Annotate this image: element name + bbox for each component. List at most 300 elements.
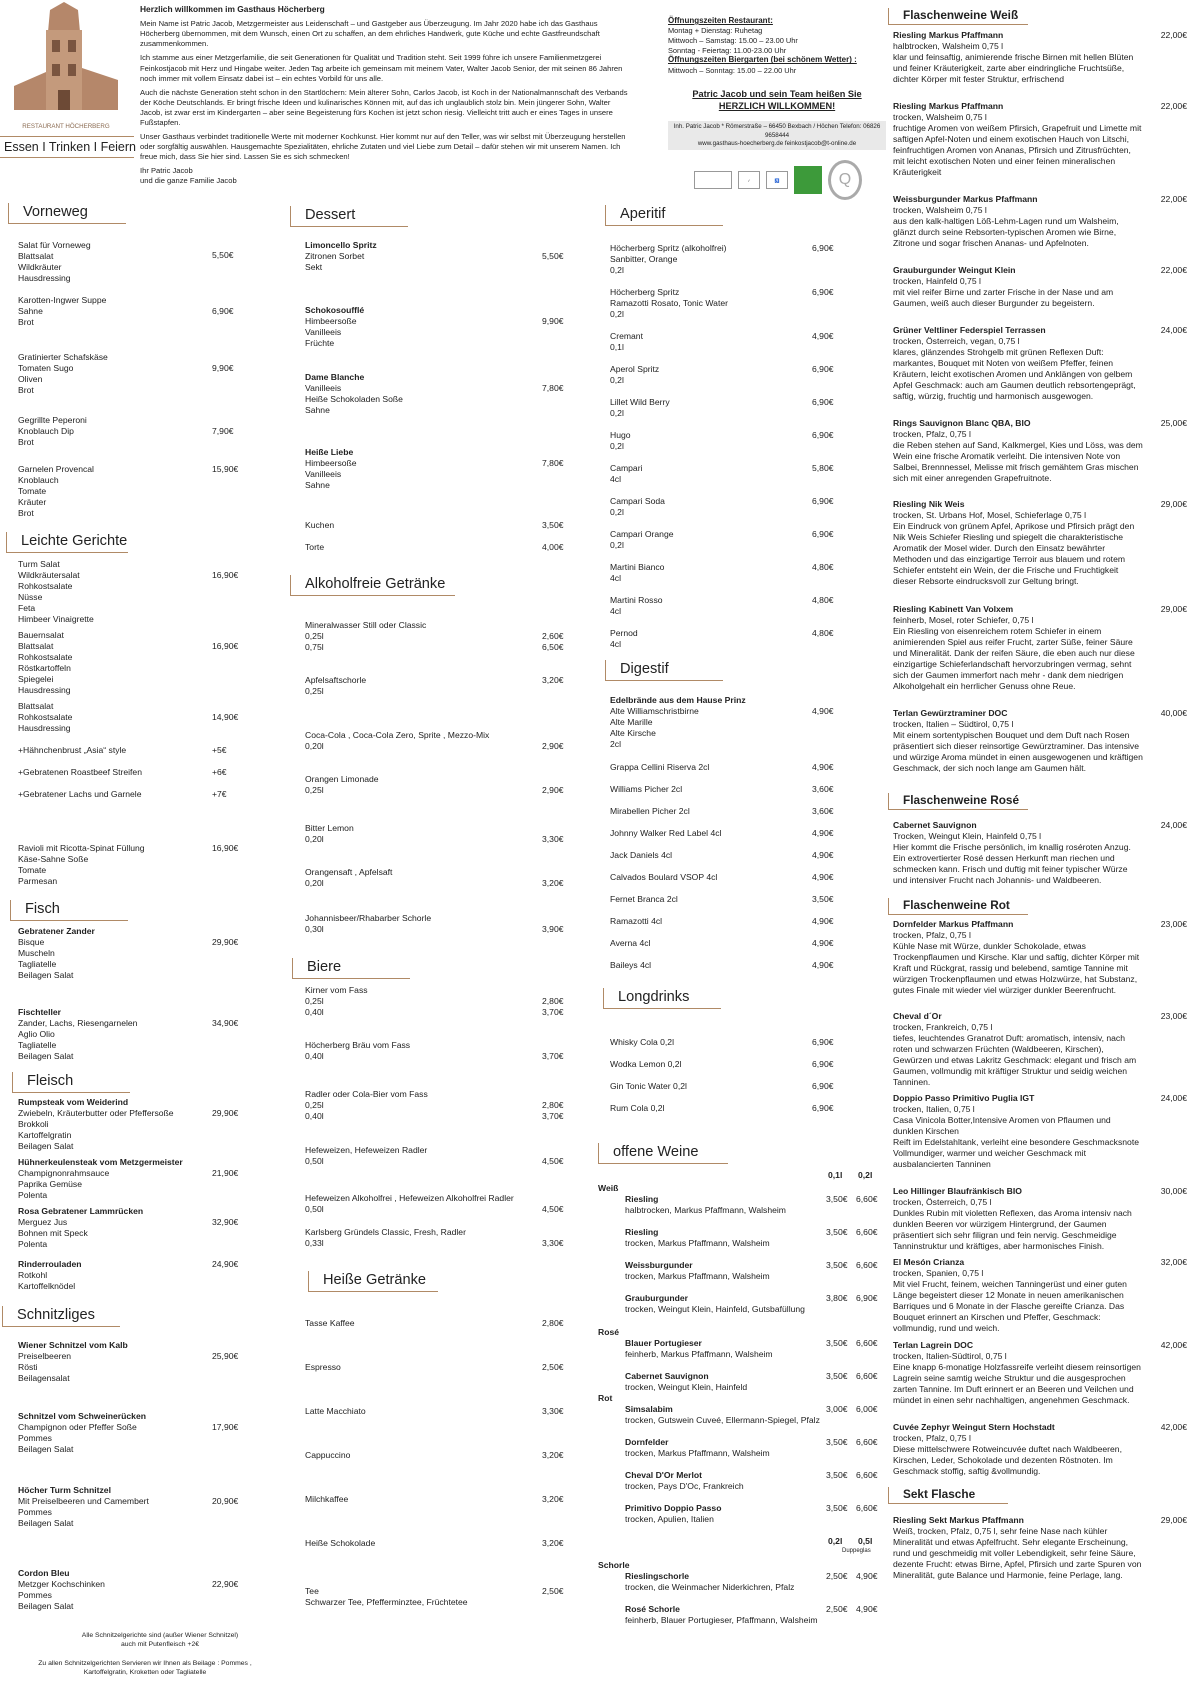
menu-item xyxy=(305,1193,555,1215)
wine-description: trocken, Apulien, Italien xyxy=(625,1514,714,1524)
menu-item xyxy=(305,867,555,889)
open-wine-row xyxy=(625,1338,825,1360)
menu-item-description: Zander, Lachs, Riesengarnelen Aglio Olio Tagliatelle Beilagen Salat xyxy=(18,1018,138,1061)
wine-description: trocken, Markus Pfaffmann, Walsheim xyxy=(625,1238,770,1248)
bottle-wine-item xyxy=(893,1340,1187,1406)
bottle-wine-item xyxy=(893,1011,1187,1088)
open-wine-row xyxy=(625,1470,825,1492)
menu-item xyxy=(18,1411,218,1455)
wine-price-large: 6,60€ xyxy=(856,1371,878,1381)
menu-item xyxy=(305,1089,555,1122)
menu-item-price: 6,90€ xyxy=(812,529,834,539)
bottle-wine-item xyxy=(893,418,1187,484)
open-wine-row xyxy=(625,1604,825,1626)
menu-item-price: 24,90€ xyxy=(212,1259,239,1269)
menu-item xyxy=(610,628,820,650)
wine-description: trocken, Pfalz, 0,75 l die Reben stehen auf Sand, Kalkmergel, Kies und Löss, was dem Wein eine frische Aromatik verleiht. Die intensiven Note von Salbei, Brennnessel, Melisse mit frisch gemähtem Gras mischen sich mit einer anregenden Grapefruitnote. xyxy=(893,429,1143,483)
menu-item xyxy=(305,1450,555,1461)
welcome-line: HERZLICH WILLKOMMEN! xyxy=(718,101,836,112)
logo-label: RESTAURANT HÖCHERBERG xyxy=(22,123,110,130)
menu-item-description: Tasse Kaffee xyxy=(305,1318,355,1328)
wine-price-small: 3,00€ xyxy=(826,1404,848,1414)
open-wine-row xyxy=(625,1194,825,1216)
menu-item-title: Höcher Turm Schnitzel xyxy=(18,1485,111,1495)
wine-category: Weiß xyxy=(598,1183,619,1193)
menu-item xyxy=(610,894,820,905)
wine-description: trocken, Walsheim 0,75 l aus den kalk-haltigen Löß-Lehm-Lagen rund um Walsheim, glänzt durch seine Rebsorten-typischen Aromen wie Birne, Zitrone und sogar frischen Ananas- und Apfelnoten. xyxy=(893,205,1119,248)
menu-item-description: Metzger Kochschinken Pommes Beilagen Salat xyxy=(18,1579,105,1611)
menu-item-price: +6€ xyxy=(212,767,227,777)
wine-price: 24,00€ xyxy=(1160,1093,1187,1103)
menu-item-price: 2,80€ 3,70€ xyxy=(542,996,564,1017)
menu-item xyxy=(305,1040,555,1062)
owner-web-email: www.gasthaus-hoecherberg.de feinkostjacob@t-online.de xyxy=(697,139,857,147)
menu-item-price: 6,90€ xyxy=(812,364,834,374)
hours-title: Öffnungszeiten Restaurant: xyxy=(668,16,773,25)
menu-item-description: Blattsalat Rohkostsalate Hausdressing xyxy=(18,701,73,733)
menu-item-description: Rotkohl Kartoffelknödel xyxy=(18,1270,76,1291)
menu-item-price: 9,90€ xyxy=(542,316,564,326)
menu-item-description: Lillet Wild Berry 0,2l xyxy=(610,397,670,418)
wine-price-large: 6,60€ xyxy=(856,1470,878,1480)
wine-name: Simsalabim xyxy=(625,1404,673,1414)
menu-item-description: Cremant 0,1l xyxy=(610,331,643,352)
menu-item-description: Höcherberg Spritz (alkoholfrei) Sanbitter, Orange 0,2l xyxy=(610,243,727,275)
wine-price-small: 2,50€ xyxy=(826,1571,848,1581)
menu-item-description: Kuchen xyxy=(305,520,335,530)
wine-description: trocken, Hainfeld 0,75 l mit viel reifer Birne und zarter Frische in der Nase und am Gaumen, weiß auch dieser Burgunder zu begeistern. xyxy=(893,276,1114,308)
menu-item xyxy=(610,960,820,971)
menu-item xyxy=(18,1097,218,1152)
wine-description: trocken, Weingut Klein, Hainfeld xyxy=(625,1382,748,1392)
wine-name: Riesling Markus Pfaffmann xyxy=(893,101,1004,111)
menu-item-description: Ramazotti 4cl xyxy=(610,916,663,926)
menu-item-description: Gin Tonic Water 0,2l xyxy=(610,1081,687,1091)
menu-item xyxy=(305,520,555,531)
menu-item-price: 3,60€ xyxy=(812,784,834,794)
menu-item-description: Apfelsaftschorle 0,25l xyxy=(305,675,367,696)
bottle-wine-item xyxy=(893,499,1187,587)
bottle-wine-item xyxy=(893,1257,1187,1334)
menu-item xyxy=(305,985,555,1018)
wine-description: trocken, Pays D'Oc, Frankreich xyxy=(625,1481,744,1491)
intro-paragraph: Unser Gasthaus verbindet traditionelle Werte mit moderner Kochkunst. Hier kommt nur auf den Teller, was wir selbst mit Überzeugung herstellen oder sorgfältig auswählen. Hausgemachte Spezialitäten, ehrliche Zutaten und viel Liebe zum Detail – dafür stehen wir mit unserem Namen. Ich freue mich, dass Sie hier sind. Lassen Sie es sich schmecken! xyxy=(140,132,626,162)
certification-badge xyxy=(694,171,732,189)
menu-item xyxy=(610,1081,820,1092)
menu-item-price: 3,50€ xyxy=(542,520,564,530)
menu-item-title: Dame Blanche xyxy=(305,372,365,382)
menu-item xyxy=(305,447,555,491)
accessibility-icon: ♿ xyxy=(766,171,788,189)
menu-item-price: 7,80€ xyxy=(542,458,564,468)
wine-price-small: 3,50€ xyxy=(826,1503,848,1513)
schnitzel-note xyxy=(40,1632,280,1649)
wine-price: 32,00€ xyxy=(1160,1257,1187,1267)
wine-name: Weissburgunder Markus Pfaffmann xyxy=(893,194,1038,204)
bottle-wine-item xyxy=(893,265,1187,309)
column-header: 0,5l xyxy=(858,1536,873,1546)
menu-item xyxy=(305,730,555,752)
menu-item xyxy=(18,464,218,519)
menu-item-description: Champignonrahmsauce Paprika Gemüse Polenta xyxy=(18,1168,110,1200)
menu-item-price: 6,90€ xyxy=(812,1081,834,1091)
menu-item-price: 16,90€ xyxy=(212,641,239,651)
open-wine-row xyxy=(625,1260,825,1282)
certification-badges xyxy=(668,160,886,200)
wine-description: trocken, Walsheim 0,75 l fruchtige Aromen von weißem Pfirsich, Grapefruit und Limette mit saftigen Apfel-Noten und einem exotischen Hauch von Litschi, feinfruchtigen Aromen von Ananas, Pfirsich und Zitrusfrüchten, mit leicht exotischen Noten und einer feinen mineralischen Kräuterigkeit xyxy=(893,112,1142,177)
menu-item-price: 3,20€ xyxy=(542,1538,564,1548)
menu-item-title: Rinderrouladen xyxy=(18,1259,82,1269)
menu-item-description: Milchkaffee xyxy=(305,1494,349,1504)
menu-item-price: 34,90€ xyxy=(212,1018,239,1028)
menu-item-description: Ravioli mit Ricotta-Spinat Füllung Käse-Sahne Soße Tomate Parmesan xyxy=(18,843,145,886)
section-heading: Fleisch xyxy=(12,1072,130,1093)
menu-item-price: 25,90€ xyxy=(212,1351,239,1361)
hours-title: Öffnungszeiten Biergarten (bei schönem Wetter) : xyxy=(668,55,857,65)
owner-contact xyxy=(668,121,886,150)
wine-name: Primitivo Doppio Passo xyxy=(625,1503,722,1513)
menu-item xyxy=(18,1340,218,1384)
menu-item xyxy=(305,823,555,845)
menu-item-price: 3,70€ xyxy=(542,1051,564,1061)
bottle-wine-item xyxy=(893,604,1187,692)
section-heading: Flaschenweine Weiß xyxy=(888,8,1028,25)
menu-item-description: Johannisbeer/Rhabarber Schorle 0,30l xyxy=(305,913,432,934)
menu-item xyxy=(610,364,820,386)
wine-price: 22,00€ xyxy=(1160,265,1187,275)
menu-item-price: 6,90€ xyxy=(812,1103,834,1113)
menu-item-price: 2,90€ xyxy=(542,741,564,751)
wine-description: trocken, Italien-Südtirol, 0,75 l Eine knapp 6-monatige Holzfassreife verleiht diesem reinsortigen Lagrein seine samtig weiche Struktur und die ausgesprochen zarten Tannine. Im Duft erinnert er an Beeren und Veilchen und mündet in einen sehr nachhaltigen, angenehmen Geschmack. xyxy=(893,1351,1141,1405)
menu-item xyxy=(18,1007,218,1062)
menu-item-description: Mit Preiselbeeren und Camembert Pommes Beilagen Salat xyxy=(18,1496,149,1528)
menu-item-description: Hugo 0,2l xyxy=(610,430,631,451)
menu-item-description: Orangensaft , Apfelsaft 0,20l xyxy=(305,867,393,888)
wine-name: Cheval D'Or Merlot xyxy=(625,1470,703,1480)
wine-name: Riesling xyxy=(625,1194,659,1204)
section-heading: Fisch xyxy=(10,900,128,921)
bottle-wine-item xyxy=(893,820,1187,886)
menu-item-description: Salat für Vorneweg Blattsalat Wildkräuter Hausdressing xyxy=(18,240,91,283)
note-text: Alle Schnitzelgerichte sind (außer Wiener Schnitzel) auch mit Putenfleisch +2€ xyxy=(81,1632,239,1648)
menu-item-price: 5,80€ xyxy=(812,463,834,473)
menu-item xyxy=(305,1145,555,1167)
menu-item-description: Campari Orange 0,2l xyxy=(610,529,674,550)
wine-description: trocken, Italien, 0,75 l Casa Vinicola Botter,Intensive Aromen von Pflaumen und dunklen Kirschen Reift im Edelstahltank, verleiht eine besondere Geschmacksnote Vollmundiger, warmer und weicher Geschmack mit ausbalancierten Tanninen xyxy=(893,1104,1140,1169)
menu-item xyxy=(610,916,820,927)
menu-item-price: 3,20€ xyxy=(542,675,564,685)
menu-item-description: Zitronen Sorbet Sekt xyxy=(305,251,365,272)
menu-item-description: Averna 4cl xyxy=(610,938,651,948)
menu-item-price: 2,90€ xyxy=(542,785,564,795)
menu-item-price: 4,90€ xyxy=(812,916,834,926)
menu-item-description: Hefeweizen, Hefeweizen Radler 0,50l xyxy=(305,1145,428,1166)
wine-description: feinherb, Markus Pfaffmann, Walsheim xyxy=(625,1349,773,1359)
menu-item-price: 3,50€ xyxy=(812,894,834,904)
wine-description: Trocken, Weingut Klein, Hainfeld 0,75 l Hier kommt die Frische persönlich, im knallig roséroten Anzug. Ein extrovertierter Rosé dessen Herkunft man riechen und schmecken kann. Frisch und duftig mit feiner typischer Würze und intensiver Frucht nach Johannis- und Waldbeeren. xyxy=(893,831,1131,885)
open-wine-row xyxy=(625,1227,825,1249)
menu-item-price: 4,80€ xyxy=(812,628,834,638)
menu-item xyxy=(610,762,820,773)
wine-description: trocken, Weingut Klein, Hainfeld, Gutsbafüllung xyxy=(625,1304,805,1314)
hours-line: Mittwoch – Sonntag: 15.00 – 22.00 Uhr xyxy=(668,65,797,75)
menu-item-title: Schnitzel vom Schweinerücken xyxy=(18,1411,146,1421)
menu-item-title: Rosa Gebratener Lammrücken xyxy=(18,1206,144,1216)
wine-price: 29,00€ xyxy=(1160,1515,1187,1525)
menu-item-description: Aperol Spritz 0,2l xyxy=(610,364,660,385)
menu-item-price: 4,90€ xyxy=(812,828,834,838)
wine-description: halbtrocken, Walsheim 0,75 l klar und feinsaftig, animierende frische Birnen mit hellen Blüten und feiner Kräuterigkeit, zarte aber eindringliche Fruchtsüße, dichter Körper mit fester Struktur, erfrischend xyxy=(893,41,1134,84)
menu-item-description: Tee Schwarzer Tee, Pfefferminztee, Früchtetee xyxy=(305,1586,468,1607)
wine-name: Dornfelder xyxy=(625,1437,669,1447)
menu-item-description: Höcherberg Bräu vom Fass 0,40l xyxy=(305,1040,411,1061)
wine-price-small: 3,50€ xyxy=(826,1437,848,1447)
wine-name: Doppio Passo Primitivo Puglia IGT xyxy=(893,1093,1035,1103)
menu-item-price: 6,90€ xyxy=(812,287,834,297)
menu-item-price: 5,50€ xyxy=(212,250,234,260)
menu-item xyxy=(18,789,218,800)
menu-item-price: 4,90€ xyxy=(812,960,834,970)
owner-address: Inh. Patric Jacob * Römerstraße – 66450 Bexbach / Höchen Telefon: 06826 9658444 xyxy=(673,123,881,139)
opening-hours xyxy=(668,16,886,200)
menu-item xyxy=(305,1538,555,1549)
menu-item-description: Bisque Muscheln Tagliatelle Beilagen Salat xyxy=(18,937,74,980)
wine-price: 23,00€ xyxy=(1160,1011,1187,1021)
menu-item-title: Gebratener Zander xyxy=(18,926,95,936)
menu-item-price: 4,90€ xyxy=(812,850,834,860)
bottle-wine-item xyxy=(893,325,1187,402)
wine-price: 22,00€ xyxy=(1160,101,1187,111)
menu-item-description: +Gebratenen Roastbeef Streifen xyxy=(18,767,142,777)
wine-name: Cuvée Zephyr Weingut Stern Hochstadt xyxy=(893,1422,1055,1432)
wine-description: trocken, die Weinmacher Niderkichren, Pfalz xyxy=(625,1582,795,1592)
wine-price: 22,00€ xyxy=(1160,30,1187,40)
menu-item xyxy=(18,295,218,328)
menu-item-description: Williams Picher 2cl xyxy=(610,784,683,794)
wine-category: Rot xyxy=(598,1393,613,1403)
menu-item-price: 2,50€ xyxy=(542,1586,564,1596)
wine-description: trocken, Markus Pfaffmann, Walsheim xyxy=(625,1448,770,1458)
section-heading: Sekt Flasche xyxy=(888,1487,1008,1504)
intro-paragraph: Mein Name ist Patric Jacob, Metzgermeister aus Leidenschaft – und Gastgeber aus Überzeugung. Im Jahr 2020 habe ich das Gasthaus Höcherberg übernommen, mit dem Wunsch, einen Ort zu schaffen, an dem ehrliches Handwerk, gute Küche und echte Gastfreundschaft zusammenkommen. xyxy=(140,19,600,49)
menu-item xyxy=(610,1059,820,1070)
menu-item xyxy=(610,463,820,485)
menu-item-description: Johnny Walker Red Label 4cl xyxy=(610,828,722,838)
menu-item-description: Fernet Branca 2cl xyxy=(610,894,678,904)
wine-description: feinherb, Blauer Portugieser, Pfaffmann, Walsheim xyxy=(625,1615,818,1625)
menu-item-description: Wodka Lemon 0,2l xyxy=(610,1059,682,1069)
saarland-badge xyxy=(794,166,822,194)
menu-item-description: Heiße Schokolade xyxy=(305,1538,376,1548)
menu-item-title: Schokosoufflé xyxy=(305,305,365,315)
menu-item-price: 17,90€ xyxy=(212,1422,239,1432)
open-wine-row xyxy=(625,1404,825,1426)
menu-item-price: 3,30€ xyxy=(542,834,564,844)
bottle-wine-item xyxy=(893,1515,1187,1581)
wine-price: 24,00€ xyxy=(1160,820,1187,830)
hours-line: Sonntag - Feiertag: 11.00-23.00 Uhr xyxy=(668,45,787,55)
wine-name: Rosé Schorle xyxy=(625,1604,680,1614)
menu-item-description: Espresso xyxy=(305,1362,341,1372)
menu-item xyxy=(305,542,555,553)
intro-text xyxy=(140,4,630,187)
menu-item-price: 4,80€ xyxy=(812,562,834,572)
menu-item-price: 2,80€ xyxy=(542,1318,564,1328)
column-header: 0,2l xyxy=(828,1536,843,1546)
open-wine-row xyxy=(625,1293,825,1315)
menu-item xyxy=(610,784,820,795)
menu-item xyxy=(610,496,820,518)
menu-item xyxy=(610,850,820,861)
menu-item-description: +Gebratener Lachs und Garnele xyxy=(18,789,142,799)
menu-item-description: Alte Williamschristbirne Alte Marille Alte Kirsche 2cl xyxy=(610,706,699,749)
hours-line: Mittwoch – Samstag: 15.00 – 23.00 Uhr xyxy=(668,36,798,46)
wine-name: Riesling Sekt Markus Pfaffmann xyxy=(893,1515,1024,1525)
menu-item-price: 6,90€ xyxy=(812,1037,834,1047)
menu-item-price: 5,50€ xyxy=(542,251,564,261)
wine-name: Rings Sauvignon Blanc QBA, BIO xyxy=(893,418,1031,428)
wine-price-small: 3,50€ xyxy=(826,1260,848,1270)
menu-item-price: 3,30€ xyxy=(542,1238,564,1248)
wine-description: trocken, Pfalz, 0,75 l Diese mittelschwere Rotweincuvée duftet nach Waldbeeren, Kirschen, Leder, Schokolade und dezenten Röstnoten. Im Geschmack stoffig, saftig &vollmundig. xyxy=(893,1433,1122,1476)
section-heading: Leichte Gerichte xyxy=(6,532,128,553)
wine-name: Dornfelder Markus Pfaffmann xyxy=(893,919,1014,929)
section-heading: Heiße Getränke xyxy=(308,1271,438,1292)
wine-name: Cabernet Sauvignon xyxy=(625,1371,709,1381)
menu-item xyxy=(305,240,555,273)
wine-price: 29,00€ xyxy=(1160,604,1187,614)
menu-item-price: 4,90€ xyxy=(812,872,834,882)
menu-item-price: 7,80€ xyxy=(542,383,564,393)
open-wine-row xyxy=(625,1571,825,1593)
signature-line: und die ganze Familie Jacob xyxy=(140,176,237,186)
menu-item-price: 6,90€ xyxy=(812,1059,834,1069)
menu-item-title: Edelbrände aus dem Hause Prinz xyxy=(610,695,746,705)
wine-description: trocken, St. Urbans Hof, Mosel, Schieferlage 0,75 l Ein Eindruck von grünem Apfel, Aprikose und Pfirsich prägt den Nik Weis Schiefer Riesling und spiegelt die charakteristische Aromatik der Mosel wider. Durch den Einsatz bewährter Methoden und das einzigartige Terroir aus blauem und rotem Schiefer entsteht ein Wein, der die Frische und Fruchtigkeit dieser Rebsorte eindrucksvoll zur Geltung bringt. xyxy=(893,510,1135,586)
menu-item-description: +Hähnchenbrust „Asia“ style xyxy=(18,745,127,755)
menu-item-description: Orangen Limonade 0,25l xyxy=(305,774,379,795)
check-icon: ✓ xyxy=(738,171,760,189)
menu-item-description: Bitter Lemon 0,20l xyxy=(305,823,354,844)
wine-description: trocken, Österreich, 0,75 l Dunkles Rubin mit violetten Reflexen, das Aroma intensiv nach dunklen Beeren vor würzigem Hintergrund, der Gaumen präsentiert sich sehr filigran und fein nervig. Geschmeidige Tanninstruktur und kräftiges, aber harmonisches Finish. xyxy=(893,1197,1132,1251)
wine-price: 29,00€ xyxy=(1160,499,1187,509)
schnitzel-side-note xyxy=(10,1660,280,1677)
menu-item xyxy=(305,1227,555,1249)
menu-item-description: Campari Soda 0,2l xyxy=(610,496,665,517)
wine-description: trocken, Frankreich, 0,75 l tiefes, leuchtendes Granatrot Duft: aromatisch, intensiv, nach roten und schwarzen Früchten (Waldbeeren, Kirschen), Gewürzen und etwas Lakritz Geschmack: elegant und frisch am Gaumen, vollmundig mit kräftiger Struktur und seidig weichen Tanninen. xyxy=(893,1022,1137,1087)
menu-item-description: Vanilleeis Heiße Schokoladen Soße Sahne xyxy=(305,383,403,415)
wine-name: Terlan Gewürztraminer DOC xyxy=(893,708,1008,718)
menu-item xyxy=(610,872,820,883)
wine-name: Blauer Portugieser xyxy=(625,1338,702,1348)
menu-item-description: Himbeersoße Vanilleeis Sahne xyxy=(305,458,357,490)
menu-item-price: 4,80€ xyxy=(812,595,834,605)
menu-item-description: Kirner vom Fass 0,25l 0,40l xyxy=(305,985,368,1017)
wine-name: Cheval d´Or xyxy=(893,1011,942,1021)
menu-item xyxy=(18,559,218,625)
bottle-wine-item xyxy=(893,1422,1187,1477)
menu-item xyxy=(18,1568,218,1612)
menu-item xyxy=(610,287,820,320)
menu-item xyxy=(610,695,820,750)
menu-item xyxy=(610,562,820,584)
menu-item xyxy=(610,243,820,276)
menu-item-description: Calvados Boulard VSOP 4cl xyxy=(610,872,718,882)
wine-name: Grüner Veltliner Federspiel Terrassen xyxy=(893,325,1046,335)
column-header: 0,1l xyxy=(828,1170,843,1180)
menu-item-price: 29,90€ xyxy=(212,1108,239,1118)
column-header: Duppeglas xyxy=(842,1548,871,1554)
section-heading: Aperitif xyxy=(605,205,723,226)
section-heading: Alkoholfreie Getränke xyxy=(290,575,455,596)
menu-item xyxy=(305,1406,555,1417)
menu-item xyxy=(305,1318,555,1329)
wine-name: Grauburgunder Weingut Klein xyxy=(893,265,1016,275)
menu-item-price: 7,90€ xyxy=(212,426,234,436)
menu-item-description: Campari 4cl xyxy=(610,463,643,484)
wine-category: Rosé xyxy=(598,1327,620,1337)
menu-item-price: 6,90€ xyxy=(812,397,834,407)
menu-item-description: Mineralwasser Still oder Classic 0,25l 0,75l xyxy=(305,620,427,652)
menu-item-description: Champignon oder Pfeffer Soße Pommes Beilagen Salat xyxy=(18,1422,137,1454)
wine-price-small: 3,50€ xyxy=(826,1470,848,1480)
wine-name: Grauburgunder xyxy=(625,1293,689,1303)
tagline: Essen I Trinken I Feiern xyxy=(0,136,134,158)
menu-item-description: Mirabellen Picher 2cl xyxy=(610,806,690,816)
menu-item-price: 3,90€ xyxy=(542,924,564,934)
wine-price-large: 6,60€ xyxy=(856,1194,878,1204)
menu-item-description: Garnelen Provencal Knoblauch Tomate Kräuter Brot xyxy=(18,464,94,518)
menu-item xyxy=(18,1157,218,1201)
menu-item-price: 6,90€ xyxy=(212,306,234,316)
menu-item xyxy=(18,926,218,981)
menu-item-price: 6,90€ xyxy=(812,243,834,253)
menu-item-price: 16,90€ xyxy=(212,843,239,853)
menu-item-price: 3,20€ xyxy=(542,1450,564,1460)
menu-item xyxy=(305,913,555,935)
wine-price: 24,00€ xyxy=(1160,325,1187,335)
menu-item-price: 4,50€ xyxy=(542,1156,564,1166)
section-heading: Vorneweg xyxy=(8,203,126,224)
bottle-wine-item xyxy=(893,30,1187,85)
menu-item-title: Hühnerkeulensteak vom Metzgermeister xyxy=(18,1157,183,1167)
wine-price: 23,00€ xyxy=(1160,919,1187,929)
wine-name: Riesling Kabinett Van Volxem xyxy=(893,604,1014,614)
menu-item xyxy=(18,1259,218,1292)
wine-description: trocken, Pfalz, 0,75 l Kühle Nase mit Würze, dunkler Schokolade, etwas Trockenpflaumen und Kirsche. Klar und saftig, dichter Körper mit Kraft und Rückgrat, rassig und belebend, samtige Tannine mit würzigen Trockenpflaumen und etwas Holzwürze, hat Substanz, gutes Finale mit wieder viel würziger dunkler Beerenfrucht. xyxy=(893,930,1140,995)
wine-price-small: 3,50€ xyxy=(826,1194,848,1204)
menu-item-price: 32,90€ xyxy=(212,1217,239,1227)
quality-seal-icon: Q xyxy=(828,160,862,200)
menu-item-description: Martini Bianco 4cl xyxy=(610,562,665,583)
wine-price-small: 2,50€ xyxy=(826,1604,848,1614)
menu-item-description: Karlsberg Gründels Classic, Fresh, Radler 0,33l xyxy=(305,1227,466,1248)
menu-item-price: 4,90€ xyxy=(812,706,834,716)
wine-name: Riesling Nik Weis xyxy=(893,499,965,509)
menu-item-title: Wiener Schnitzel vom Kalb xyxy=(18,1340,128,1350)
wine-price-small: 3,50€ xyxy=(826,1371,848,1381)
menu-item xyxy=(610,1103,820,1114)
menu-item xyxy=(18,843,218,887)
wine-name: El Mesón Crianza xyxy=(893,1257,965,1267)
menu-item-price: 9,90€ xyxy=(212,363,234,373)
menu-item-price: 2,60€ 6,50€ xyxy=(542,631,564,652)
wine-price-large: 6,60€ xyxy=(856,1437,878,1447)
wine-price-large: 6,90€ xyxy=(856,1293,878,1303)
menu-item xyxy=(18,745,218,756)
section-heading: Flaschenweine Rot xyxy=(888,898,1028,915)
menu-item-price: +5€ xyxy=(212,745,227,755)
